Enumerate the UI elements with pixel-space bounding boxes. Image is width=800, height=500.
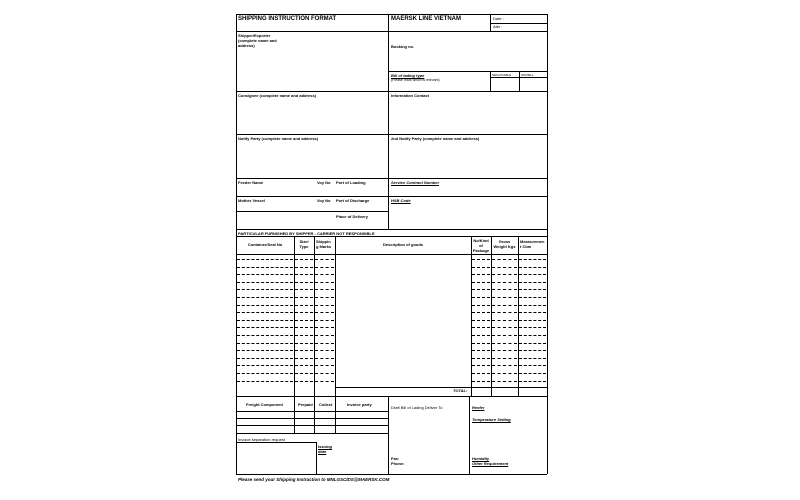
placeholder-line bbox=[472, 373, 490, 374]
divider-line bbox=[490, 77, 547, 78]
col-description: Description of goods bbox=[383, 242, 423, 247]
placeholder-line bbox=[237, 358, 293, 359]
placeholder-line bbox=[472, 320, 490, 321]
placeholder-line bbox=[519, 259, 546, 260]
fax-label: Fax: bbox=[391, 456, 400, 461]
placeholder-line bbox=[492, 373, 517, 374]
placeholder-line bbox=[295, 365, 313, 366]
feeder-name-label: Feeder Name bbox=[238, 180, 264, 185]
divider-line bbox=[236, 433, 388, 434]
attn-label: Attn : bbox=[493, 24, 503, 29]
placeholder-line bbox=[237, 343, 293, 344]
placeholder-line bbox=[295, 335, 313, 336]
divider-line bbox=[314, 236, 315, 396]
divider-line bbox=[388, 396, 389, 474]
waybill-label: WAYBILL bbox=[521, 73, 534, 77]
divider-line bbox=[335, 396, 336, 433]
service-contract-label: Service Contract Number bbox=[391, 180, 440, 185]
placeholder-line bbox=[315, 282, 334, 283]
placeholder-line bbox=[295, 312, 313, 313]
placeholder-line bbox=[237, 259, 293, 260]
divider-line bbox=[388, 71, 547, 72]
placeholder-line bbox=[315, 365, 334, 366]
placeholder-line bbox=[519, 381, 546, 382]
placeholder-line bbox=[519, 274, 546, 275]
placeholder-line bbox=[519, 358, 546, 359]
placeholder-line bbox=[315, 335, 334, 336]
bill-type-label: Bill of lading type bbox=[391, 73, 425, 78]
placeholder-line bbox=[295, 320, 313, 321]
divider-line bbox=[236, 91, 547, 92]
placeholder-line bbox=[295, 267, 313, 268]
placeholder-line bbox=[472, 297, 490, 298]
placeholder-line bbox=[295, 381, 313, 382]
placeholder-line bbox=[237, 289, 293, 290]
placeholder-line bbox=[519, 320, 546, 321]
placeholder-line bbox=[295, 274, 313, 275]
placeholder-line bbox=[472, 312, 490, 313]
placeholder-line bbox=[237, 350, 293, 351]
placeholder-line bbox=[519, 327, 546, 328]
divider-line bbox=[316, 442, 317, 474]
invoice-party-label: Invoice party bbox=[347, 402, 372, 407]
placeholder-line bbox=[519, 305, 546, 306]
divider-line bbox=[236, 411, 388, 412]
col-gross-weight: Gross Weight Kgs bbox=[493, 239, 516, 249]
temperature-setting-label: Temperature Setting bbox=[472, 417, 511, 422]
placeholder-line bbox=[472, 350, 490, 351]
placeholder-line bbox=[315, 305, 334, 306]
divider-line bbox=[236, 211, 388, 212]
divider-line bbox=[335, 387, 547, 388]
placeholder-line bbox=[492, 320, 517, 321]
invoice-separation-label: Invoice separation request bbox=[238, 437, 285, 442]
negotiable-label: NEGOTIABLE bbox=[492, 73, 512, 77]
placeholder-line bbox=[237, 320, 293, 321]
placeholder-line bbox=[519, 312, 546, 313]
placeholder-line bbox=[315, 274, 334, 275]
divider-line bbox=[519, 71, 520, 91]
col-shipping-marks: Shippin g Marks bbox=[316, 239, 332, 249]
col-measurement: Measuremen t Cbm bbox=[520, 239, 545, 249]
placeholder-line bbox=[492, 267, 517, 268]
reefer-label: Reefer bbox=[472, 405, 485, 410]
placeholder-line bbox=[519, 282, 546, 283]
divider-line bbox=[314, 396, 315, 433]
placeholder-line bbox=[295, 343, 313, 344]
shipping-instruction-form bbox=[236, 14, 547, 486]
placeholder-line bbox=[472, 305, 490, 306]
placeholder-line bbox=[492, 289, 517, 290]
placeholder-line bbox=[315, 373, 334, 374]
placeholder-line bbox=[315, 312, 334, 313]
placeholder-line bbox=[237, 327, 293, 328]
placeholder-line bbox=[237, 274, 293, 275]
placeholder-line bbox=[295, 373, 313, 374]
collect-label: Collect bbox=[319, 402, 333, 407]
placeholder-line bbox=[472, 274, 490, 275]
placeholder-line bbox=[472, 327, 490, 328]
placeholder-line bbox=[295, 282, 313, 283]
placeholder-line bbox=[315, 343, 334, 344]
placeholder-line bbox=[492, 282, 517, 283]
placeholder-line bbox=[492, 343, 517, 344]
placeholder-line bbox=[472, 381, 490, 382]
date-label: Date : bbox=[493, 16, 504, 21]
freight-component-label: Freight Component bbox=[246, 402, 283, 407]
placeholder-line bbox=[315, 289, 334, 290]
voy-no-label-2: Voy No bbox=[317, 198, 331, 203]
placeholder-line bbox=[472, 259, 490, 260]
bill-type-note: (Please mark which is relevant) bbox=[391, 78, 440, 82]
placeholder-line bbox=[472, 267, 490, 268]
divider-line bbox=[236, 31, 547, 32]
placeholder-line bbox=[519, 343, 546, 344]
placeholder-line bbox=[472, 289, 490, 290]
divider-line bbox=[236, 442, 316, 443]
info-contact-label: Information Contact bbox=[391, 93, 429, 98]
col-container-seal: Container/Seal No bbox=[247, 242, 283, 247]
placeholder-line bbox=[295, 350, 313, 351]
placeholder-line bbox=[237, 312, 293, 313]
placeholder-line bbox=[315, 350, 334, 351]
divider-line bbox=[236, 418, 388, 419]
particulars-title: PARTICULAR FURNISHED BY SHIPPER - CARRIER NOT RESPONSIBLE bbox=[238, 231, 375, 236]
placeholder-line bbox=[519, 289, 546, 290]
placeholder-line bbox=[295, 289, 313, 290]
notify-party-2-label: 2nd Notify Party (complete name and address) bbox=[391, 136, 480, 141]
placeholder-line bbox=[492, 259, 517, 260]
shipper-label: Shipper/Exporter (complete name and address) bbox=[238, 33, 277, 48]
border-bottom bbox=[236, 474, 547, 475]
divider-line bbox=[490, 71, 491, 91]
placeholder-line bbox=[472, 335, 490, 336]
placeholder-line bbox=[472, 365, 490, 366]
consignee-label: Consignee (complete name and address) bbox=[238, 93, 317, 98]
company-name: MAERSK LINE VIETNAM bbox=[391, 16, 462, 22]
total-label: TOTAL: bbox=[453, 388, 468, 393]
divider-line bbox=[236, 229, 547, 230]
placeholder-line bbox=[237, 373, 293, 374]
border-right bbox=[547, 14, 548, 474]
mother-vessel-label: Mother Vessel bbox=[238, 198, 265, 203]
placeholder-line bbox=[519, 350, 546, 351]
notify-party-label: Notify Party (complete name and address) bbox=[238, 136, 319, 141]
draft-bill-label: Draft Bill of Lading Deliver To bbox=[391, 405, 443, 410]
placeholder-line bbox=[519, 365, 546, 366]
placeholder-line bbox=[295, 358, 313, 359]
placeholder-line bbox=[315, 267, 334, 268]
placeholder-line bbox=[519, 335, 546, 336]
placeholder-line bbox=[315, 259, 334, 260]
placeholder-line bbox=[315, 358, 334, 359]
footer-note: Please send your Shipping Instruction to MNLGSCIDS@MAERSK.COM bbox=[238, 477, 390, 482]
divider-line bbox=[236, 178, 547, 179]
placeholder-line bbox=[295, 305, 313, 306]
placeholder-line bbox=[295, 297, 313, 298]
placeholder-line bbox=[237, 267, 293, 268]
divider-line bbox=[335, 236, 336, 396]
other-requirement-label: Other Requirement bbox=[472, 461, 509, 466]
placeholder-line bbox=[519, 297, 546, 298]
port-of-discharge-label: Port of Discharge bbox=[336, 198, 370, 203]
placeholder-line bbox=[295, 327, 313, 328]
placeholder-line bbox=[237, 305, 293, 306]
placeholder-line bbox=[472, 282, 490, 283]
divider-line bbox=[518, 236, 519, 396]
booking-no-label: Booking no. bbox=[391, 44, 415, 49]
divider-line bbox=[491, 236, 492, 396]
placeholder-line bbox=[492, 350, 517, 351]
placeholder-line bbox=[492, 312, 517, 313]
placeholder-line bbox=[315, 320, 334, 321]
placeholder-line bbox=[315, 297, 334, 298]
placeholder-line bbox=[237, 365, 293, 366]
divider-line bbox=[236, 254, 547, 255]
divider-line bbox=[469, 396, 470, 474]
place-of-delivery-label: Place of Delivery bbox=[336, 214, 369, 219]
divider-line bbox=[236, 196, 547, 197]
divider-line bbox=[236, 396, 547, 397]
phone-label: Phone: bbox=[391, 461, 405, 466]
placeholder-line bbox=[492, 297, 517, 298]
placeholder-line bbox=[492, 274, 517, 275]
divider-line bbox=[236, 236, 547, 237]
placeholder-line bbox=[472, 358, 490, 359]
placeholder-line bbox=[492, 305, 517, 306]
placeholder-line bbox=[237, 297, 293, 298]
placeholder-line bbox=[237, 282, 293, 283]
divider-line bbox=[294, 236, 295, 396]
divider-line bbox=[236, 134, 547, 135]
border-top bbox=[236, 14, 547, 15]
divider-line bbox=[294, 396, 295, 433]
prepaid-label: Prepaid bbox=[298, 402, 313, 407]
placeholder-line bbox=[519, 373, 546, 374]
placeholder-line bbox=[492, 358, 517, 359]
placeholder-line bbox=[492, 327, 517, 328]
issuing-date-label: Issuing date bbox=[318, 444, 333, 454]
placeholder-line bbox=[492, 381, 517, 382]
voy-no-label-1: Voy No bbox=[317, 180, 331, 185]
placeholder-line bbox=[237, 381, 293, 382]
placeholder-line bbox=[492, 335, 517, 336]
divider-line bbox=[236, 425, 388, 426]
hs-code-label: HSB Code bbox=[391, 198, 411, 203]
placeholder-line bbox=[519, 267, 546, 268]
form-title: SHIPPING INSTRUCTION FORMAT bbox=[238, 16, 337, 22]
placeholder-line bbox=[315, 327, 334, 328]
placeholder-line bbox=[472, 343, 490, 344]
port-of-loading-label: Port of Loading bbox=[336, 180, 366, 185]
placeholder-line bbox=[295, 259, 313, 260]
placeholder-line bbox=[492, 365, 517, 366]
col-size-type: Size/ Type bbox=[299, 239, 309, 249]
placeholder-line bbox=[315, 381, 334, 382]
col-package: No/Kind of Package bbox=[472, 238, 490, 253]
humidity-label: Humidity bbox=[472, 456, 490, 461]
placeholder-line bbox=[237, 335, 293, 336]
divider-line bbox=[471, 236, 472, 396]
